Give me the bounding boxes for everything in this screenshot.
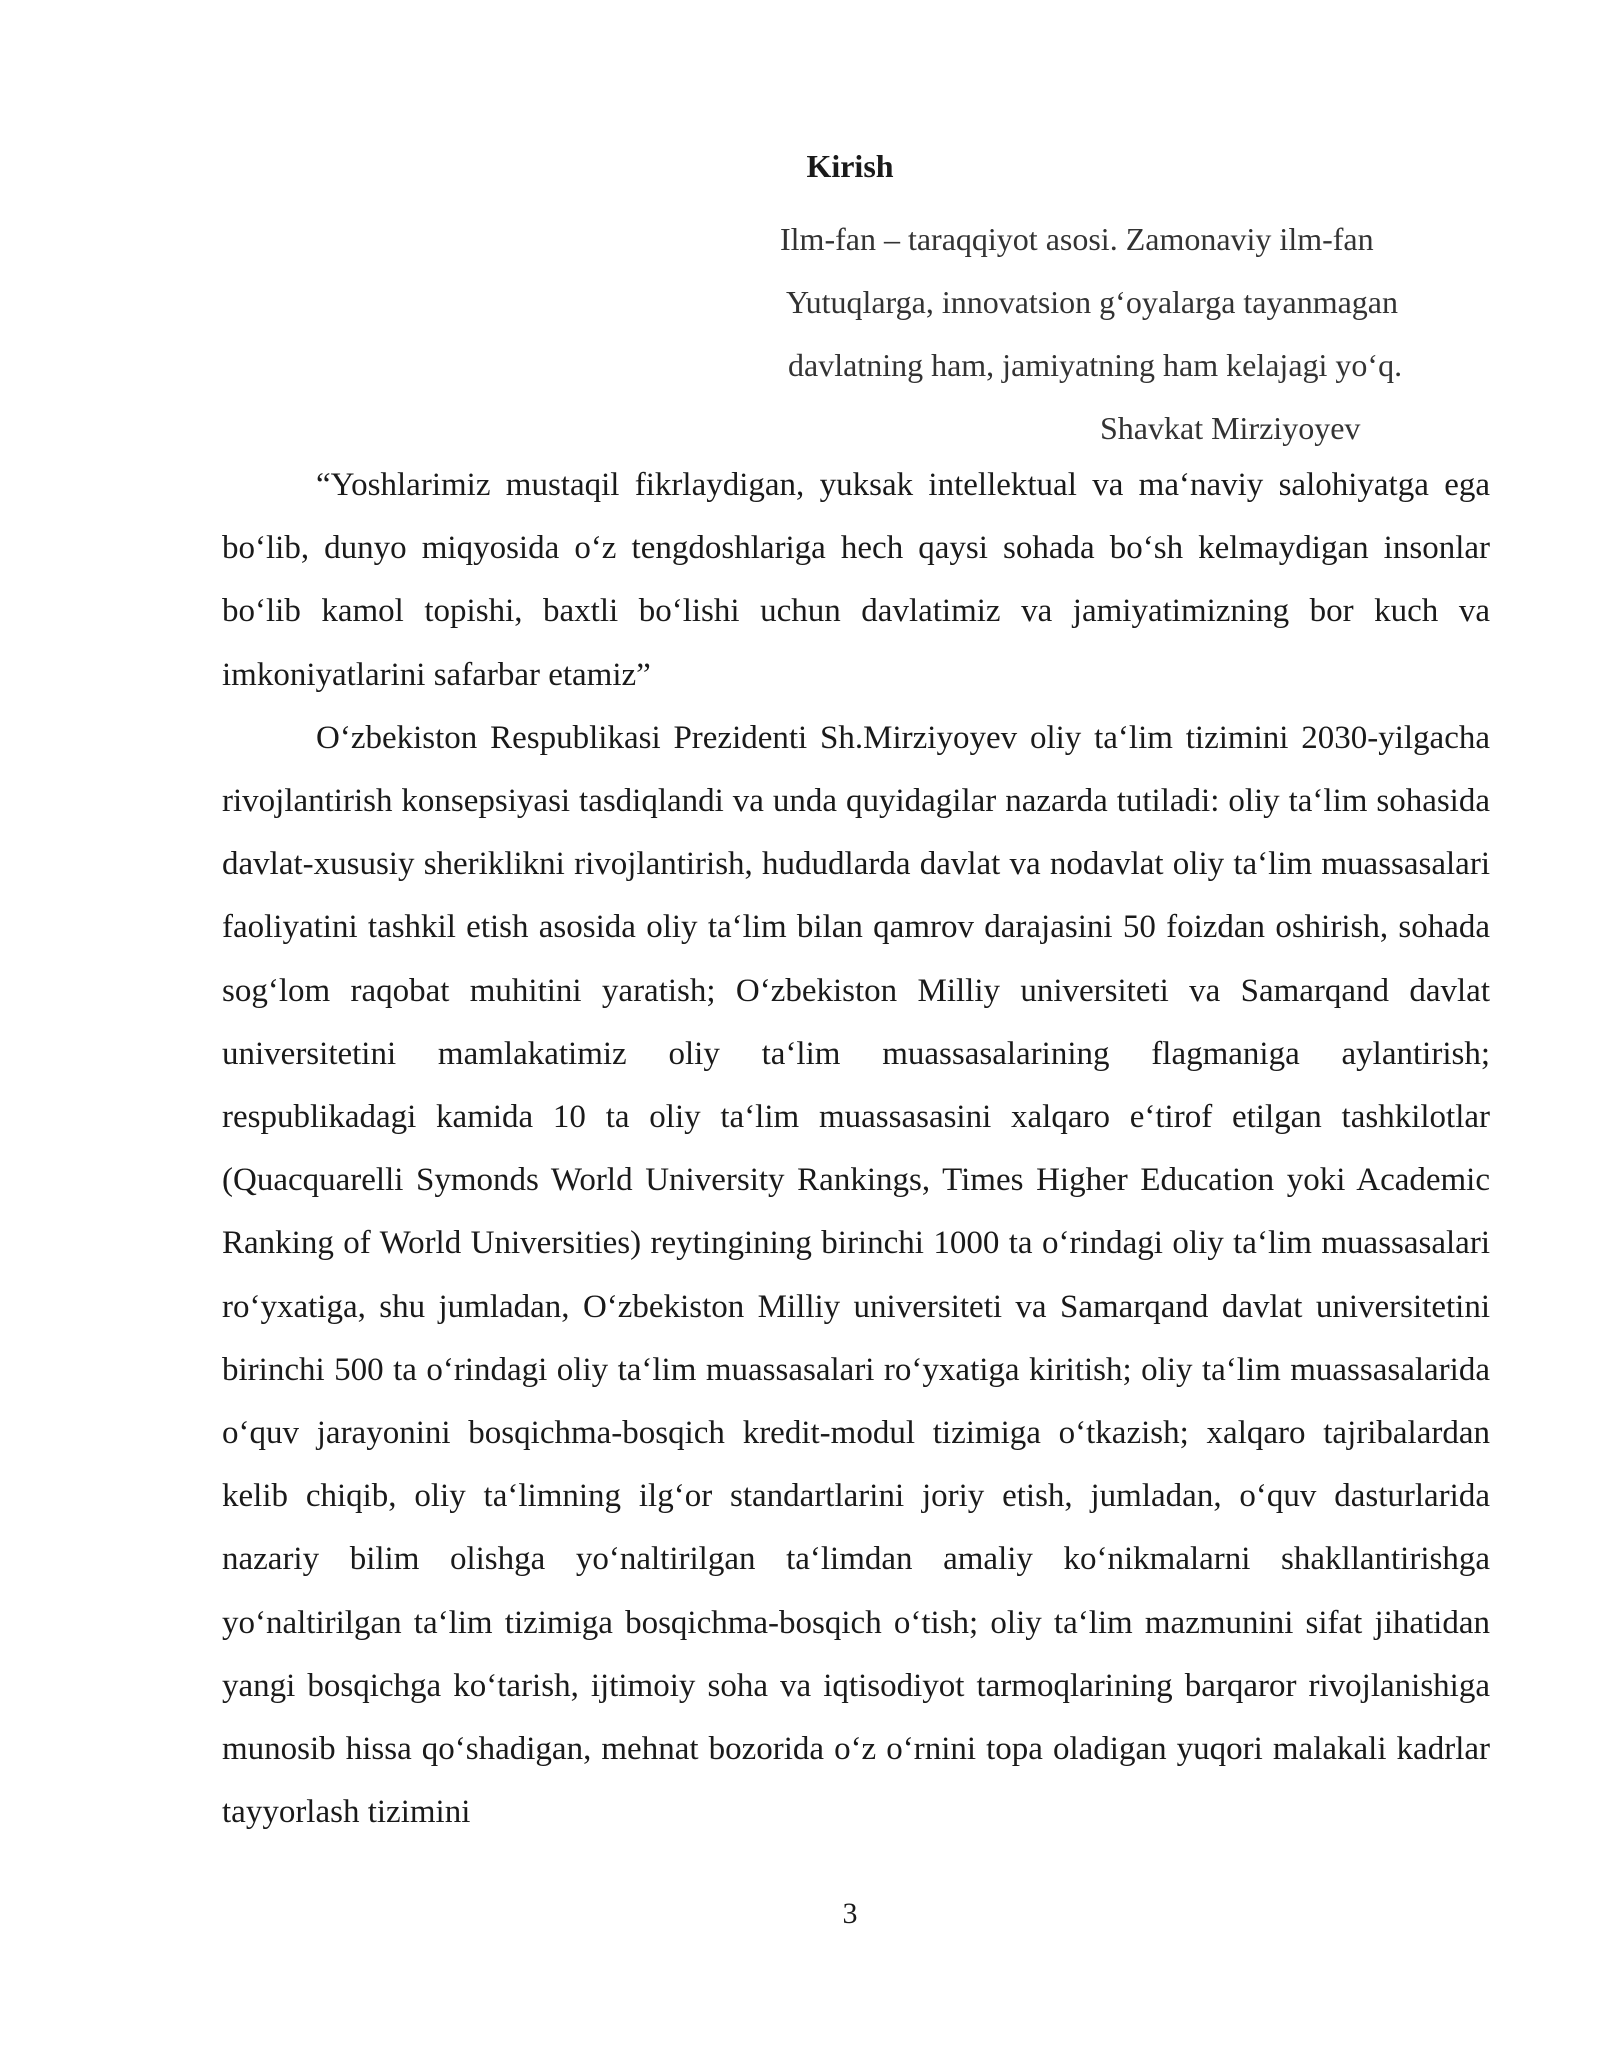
epigraph-line: Ilm-fan – taraqqiyot asosi. Zamonaviy ilm-fan	[780, 221, 1374, 257]
epigraph	[780, 208, 1490, 460]
section-heading: Kirish	[806, 148, 894, 184]
epigraph-line: Yutuqlarga, innovatsion g‘oyalarga tayanmagan	[786, 284, 1398, 320]
epigraph-line: davlatning ham, jamiyatning ham kelajagi yo‘q.	[788, 347, 1403, 383]
paragraph-concept: O‘zbekiston Respublikasi Prezidenti Sh.Mirziyoyev oliy ta‘lim tizimini 2030-yilgacha rivojlantirish konsepsiyasi tasdiqlandi va unda quyidagilar nazarda tutiladi: oliy ta‘lim sohasida davlat-xususiy sheriklikni rivojlantirish, hududlarda davlat va nodavlat oliy ta‘lim muassasalari faoliyatini tashkil etish asosida oliy ta‘lim bilan qamrov darajasini 50 foizdan oshirish, sohada sog‘lom raqobat muhitini yaratish; O‘zbekiston Milliy universiteti va Samarqand davlat universitetini mamlakatimiz oliy ta‘lim muassasalarining flagmaniga aylantirish; respublikadagi kamida 10 ta oliy ta‘lim muassasasini xalqaro e‘tirof etilgan tashkilotlar (Quacquarelli Symonds World University Rankings, Times Higher Education yoki Academic Ranking of World Universities) reytingining birinchi 1000 ta o‘rindagi oliy ta‘lim muassasalari ro‘yxatiga, shu jumladan, O‘zbekiston Milliy universiteti va Samarqand davlat universitetini birinchi 500 ta o‘rindagi oliy ta‘lim muassasalari ro‘yxatiga kiritish; oliy ta‘lim muassasalarida o‘quv jarayonini bosqichma-bosqich kredit-modul tizimiga o‘tkazish; xalqaro tajribalardan kelib chiqib, oliy ta‘limning ilg‘or standartlarini joriy etish, jumladan, o‘quv dasturlarida nazariy bilim olishga yo‘naltirilgan ta‘limdan amaliy ko‘nikmalarni shakllantirishga yo‘naltirilgan ta‘lim tizimiga bosqichma-bosqich o‘tish; oliy ta‘lim mazmunini sifat jihatidan yangi bosqichga ko‘tarish, ijtimoiy soha va iqtisodiyot tarmoqlarining barqaror rivojlanishiga munosib hissa qo‘shadigan, mehnat bozorida o‘z o‘rnini topa oladigan yuqori malakali kadrlar tayyorlash tizimini	[222, 719, 1490, 1831]
epigraph-author: Shavkat Mirziyoyev	[1100, 410, 1361, 446]
body-text	[222, 454, 1490, 1844]
paragraph-quote: “Yoshlarimiz mustaqil fikrlaydigan, yuksak intellektual va ma‘naviy salohiyatga ega bo‘lib, dunyo miqyosida o‘z tengdoshlariga hech qaysi sohada bo‘sh kelmaydigan insonlar bo‘lib kamol topishi, baxtli bo‘lishi uchun davlatimiz va jamiyatimizning bor kuch va imkoniyatlarini safarbar etamiz”	[222, 467, 1490, 693]
page-number: 3	[842, 1897, 858, 1930]
